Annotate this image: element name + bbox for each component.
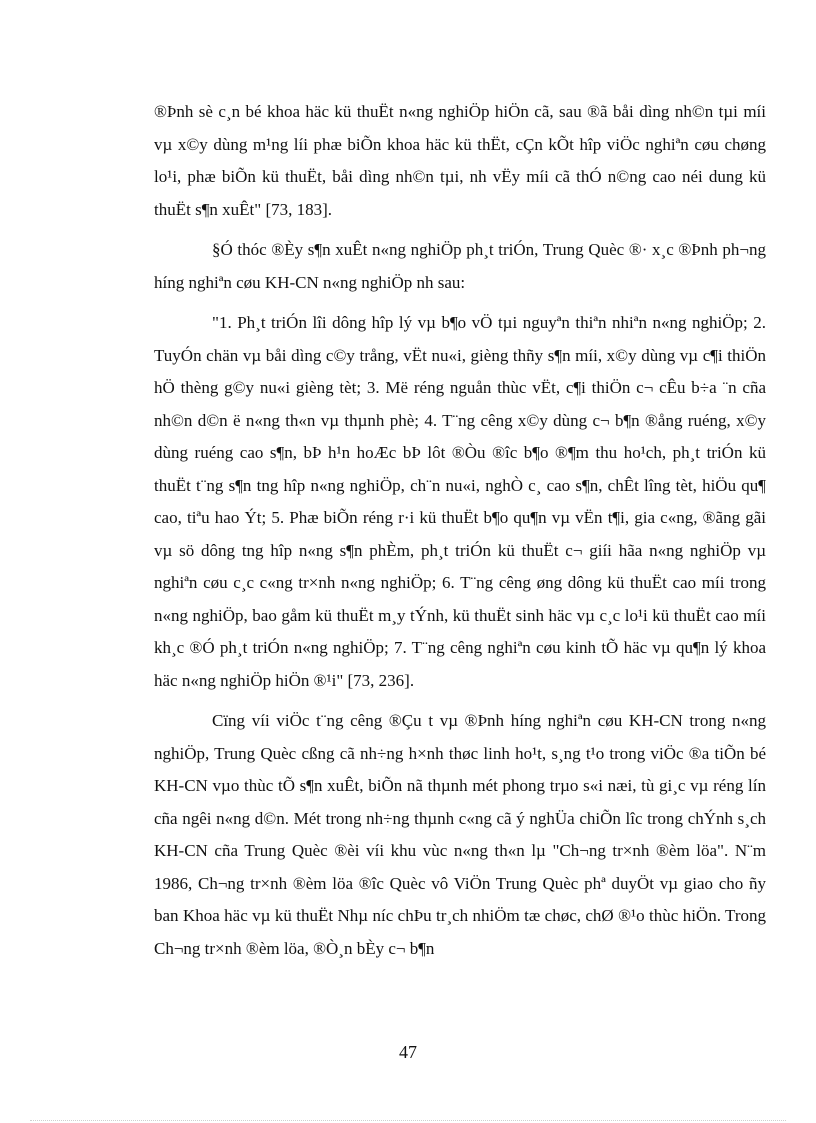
paragraph-spark-program: Cïng víi viÖc t¨ng cêng ®Çu t vµ ®Þnh híng nghiªn cøu KH-CN trong n«ng nghiÖp, Trung Quèc cßng cã nh÷ng h×nh thøc linh ho¹t, s¸ng t¹o trong viÖc ®a tiÕn bé KH-CN vµo thùc tÕ s¶n xuÊt, biÕn nã thµnh mét phong trµo s«i næi, tù gi¸c vµ réng lín cña ngêi n«ng d©n. Mét trong nh÷ng thµnh c«ng cã ý nghÜa chiÕn lîc trong chÝnh s¸ch KH-CN cña Trung Quèc ®èi víi khu vùc n«ng th«n lµ "Ch¬ng tr×nh ®èm löa". N¨m 1986, Ch¬ng tr×nh ®èm löa ®îc Quèc vô ViÖn Trung Quèc phª duyÖt vµ giao cho ñy ban Khoa häc vµ kü thuËt Nhµ níc chÞu tr¸ch nhiÖm tæ chøc, chØ ®¹o thùc hiÖn. Trong Ch¬ng tr×nh ®èm löa, ®Ò¸n bÈy c¬ b¶n [154,711,766,958]
page-number: 47 [399,1042,417,1062]
page-bottom-divider [30,1120,786,1121]
body-text [154,96,766,965]
paragraph-quote-end: ®Þnh sè c¸n bé khoa häc kü thuËt n«ng nghiÖp hiÖn cã, sau ®ã båi dìng nh©n tµi míi vµ x©y dùng m¹ng líi phæ biÕn khoa häc kü thËt, cÇn kÕt hîp viÖc nghiªn cøu chøng lo¹i, phæ biÕn kü thuËt, båi dìng nh©n tµi, nh vËy míi cã thÓ n©ng cao néi dung kü thuËt s¶n xuÊt" [73, 183]. [154,102,766,219]
paragraph-numbered-quote: "1. Ph¸t triÓn lîi dông hîp lý vµ b¶o vÖ tµi nguyªn thiªn nhiªn n«ng nghiÖp; 2. TuyÓn chän vµ båi dìng c©y trång, vËt nu«i, gièng thñy s¶n míi, x©y dùng vµ c¶i thiÖn hÖ thèng g©y nu«i gièng tèt; 3. Më réng nguån thùc vËt, c¶i thiÖn c¬ cÊu b÷a ¨n cña nh©n d©n ë n«ng th«n vµ thµnh phè; 4. T¨ng cêng x©y dùng c¬ b¶n ®ång ruéng, x©y dùng ruéng cao s¶n, bÞ h¹n hoÆc bÞ lôt ®Òu ®îc b¶o ®¶m thu ho¹ch, ph¸t triÓn kü thuËt t¨ng s¶n tng hîp n«ng nghiÖp, ch¨n nu«i, nghÒ c¸ cao s¶n, chÊt lîng tèt, hiÖu qu¶ cao, tiªu hao Ýt; 5. Phæ biÕn réng r·i kü thuËt b¶o qu¶n vµ vËn t¶i, gia c«ng, ®ãng gãi vµ sö dông tng hîp n«ng s¶n phÈm, ph¸t triÓn kü thuËt c¬ giíi hãa n«ng nghiÖp vµ nghiªn cøu c¸c c«ng tr×nh n«ng nghiÖp; 6. T¨ng cêng øng dông kü thuËt cao míi trong n«ng nghiÖp, bao gåm kü thuËt m¸y tÝnh, kü thuËt sinh häc vµ c¸c lo¹i kü thuËt cao míi kh¸c ®Ó ph¸t triÓn n«ng nghiÖp; 7. T¨ng cêng nghiªn cøu kinh tÕ häc vµ qu¶n lý khoa häc n«ng nghiÖp hiÖn ®¹i" [73, 236]. [154,313,766,690]
paragraph-research-direction: §Ó thóc ®Èy s¶n xuÊt n«ng nghiÖp ph¸t triÓn, Trung Quèc ®· x¸c ®Þnh ph¬ng híng nghiªn cøu KH-CN n«ng nghiÖp nh sau: [154,240,766,292]
